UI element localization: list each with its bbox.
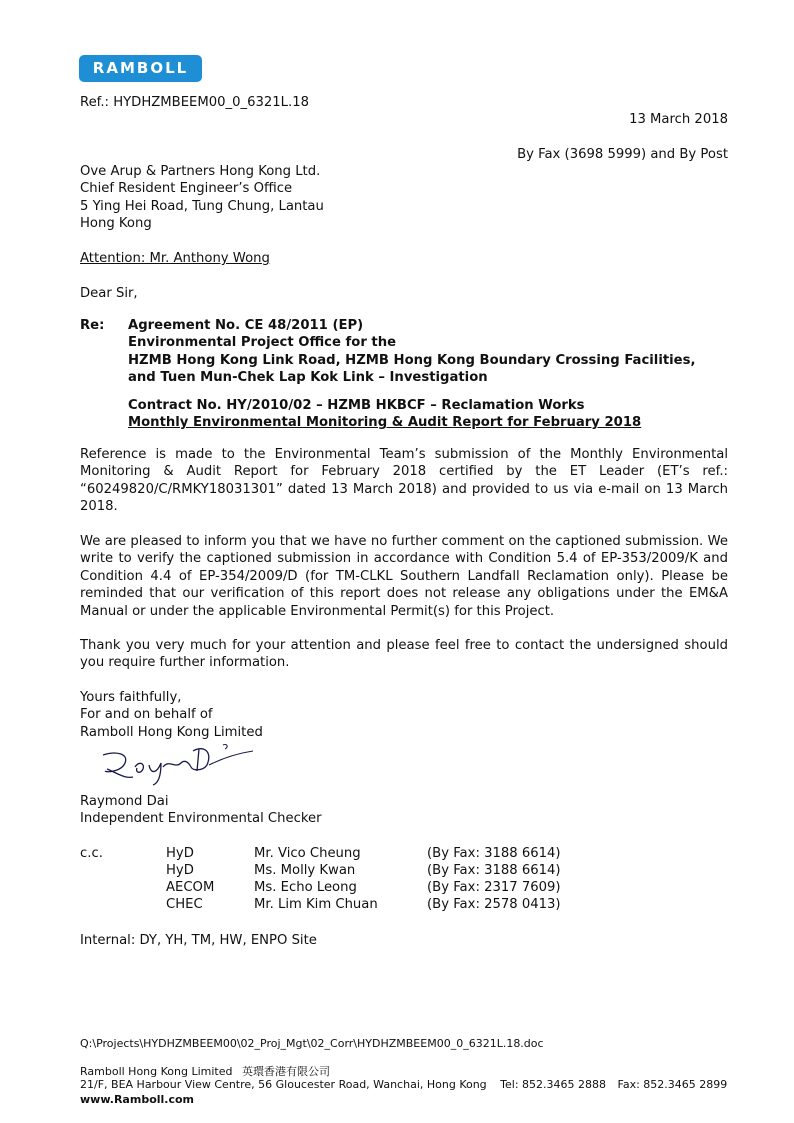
recipient-line: 5 Ying Hei Road, Tung Chung, Lantau: [80, 198, 324, 214]
contract-line: Contract No. HY/2010/02 – HZMB HKBCF – Reclamation Works: [128, 398, 585, 413]
letter-date: 13 March 2018: [629, 112, 728, 127]
cc-row: [0, 879, 794, 896]
company-name: Ramboll Hong Kong Limited: [80, 1065, 233, 1078]
company-website[interactable]: www.Ramboll.com: [80, 1093, 195, 1106]
body-paragraph: We are pleased to inform you that we have no further comment on the captioned submission. We write to verify the captioned submission in accordance with Condition 5.4 of EP-353/2009/K and Condition 4.4 of EP-354/2009/D (for TM-CLKL Southern Landfall Reclamation only). Please be reminded that our verification of this report does not release any obligations under the EM&A Manual or under the applicable Environmental Permit(s) for this Project.: [80, 534, 728, 619]
cc-fax: (By Fax: 2317 7609): [427, 880, 561, 895]
cc-org: CHEC: [166, 897, 203, 912]
closing-line: Ramboll Hong Kong Limited: [80, 724, 263, 740]
footer-company: [80, 1063, 330, 1079]
body-paragraph: Reference is made to the Environmental Team’s submission of the Monthly Environmental Monitoring & Audit Report for February 2018 certified by the ET Leader (ET’s ref.: “60249820/C/RMKY18031301” dated 13 March 2018) and provided to us via e-mail on 13 March 2018.: [80, 447, 728, 515]
closing-block: [80, 689, 263, 741]
report-title: Monthly Environmental Monitoring & Audit Report for February 2018: [128, 415, 642, 430]
internal-distribution: Internal: DY, YH, TM, HW, ENPO Site: [80, 933, 317, 948]
subject-block: [128, 317, 695, 387]
company-fax: Fax: 852.3465 2899: [617, 1078, 728, 1091]
cc-name: Ms. Molly Kwan: [254, 863, 356, 878]
re-label: Re:: [80, 318, 105, 333]
handwritten-signature: [95, 741, 255, 786]
closing-line: For and on behalf of: [80, 707, 213, 723]
company-name-chinese: 英環香港有限公司: [242, 1065, 330, 1078]
cc-name: Mr. Lim Kim Chuan: [254, 897, 378, 912]
signer-name: Raymond Dai: [80, 794, 169, 809]
footer-address-line: [80, 1078, 727, 1091]
cc-row: [0, 896, 794, 913]
signer-title: Independent Environmental Checker: [80, 811, 322, 827]
delivery-method: By Fax (3698 5999) and By Post: [517, 147, 728, 162]
cc-org: HyD: [166, 863, 194, 878]
cc-name: Mr. Vico Cheung: [254, 846, 361, 861]
closing-line: Yours faithfully,: [80, 690, 182, 705]
cc-fax: (By Fax: 3188 6614): [427, 846, 561, 861]
cc-org: AECOM: [166, 880, 215, 895]
recipient-line: Hong Kong: [80, 216, 152, 232]
recipient-address: [80, 163, 324, 233]
company-address: 21/F, BEA Harbour View Centre, 56 Gloucester Road, Wanchai, Hong Kong: [80, 1078, 487, 1091]
attention-line: Attention: Mr. Anthony Wong: [80, 251, 270, 266]
salutation: Dear Sir,: [80, 286, 138, 301]
subject-line: Agreement No. CE 48/2011 (EP): [128, 318, 364, 333]
ramboll-logo: RAMBOLL: [79, 55, 202, 82]
recipient-line: Ove Arup & Partners Hong Kong Ltd.: [80, 164, 321, 179]
cc-org: HyD: [166, 846, 194, 861]
body-paragraph: Thank you very much for your attention and please feel free to contact the undersigned should you require further information.: [80, 638, 728, 671]
cc-fax: (By Fax: 2578 0413): [427, 897, 561, 912]
reference-number: Ref.: HYDHZMBEEM00_0_6321L.18: [80, 95, 309, 110]
cc-row: [0, 845, 794, 862]
cc-fax: (By Fax: 3188 6614): [427, 863, 561, 878]
recipient-line: Chief Resident Engineer’s Office: [80, 181, 293, 197]
cc-label: c.c.: [80, 846, 103, 861]
file-path: Q:\Projects\HYDHZMBEEM00\02_Proj_Mgt\02_Corr\HYDHZMBEEM00_0_6321L.18.doc: [80, 1037, 544, 1050]
cc-row: [0, 862, 794, 879]
subject-line: HZMB Hong Kong Link Road, HZMB Hong Kong Boundary Crossing Facilities,: [128, 352, 696, 368]
subject-line: and Tuen Mun-Chek Lap Kok Link – Investigation: [128, 370, 488, 386]
signer-block: [80, 793, 322, 828]
company-tel: Tel: 852.3465 2888: [500, 1078, 607, 1091]
cc-name: Ms. Echo Leong: [254, 880, 357, 895]
subject-line: Environmental Project Office for the: [128, 335, 397, 351]
